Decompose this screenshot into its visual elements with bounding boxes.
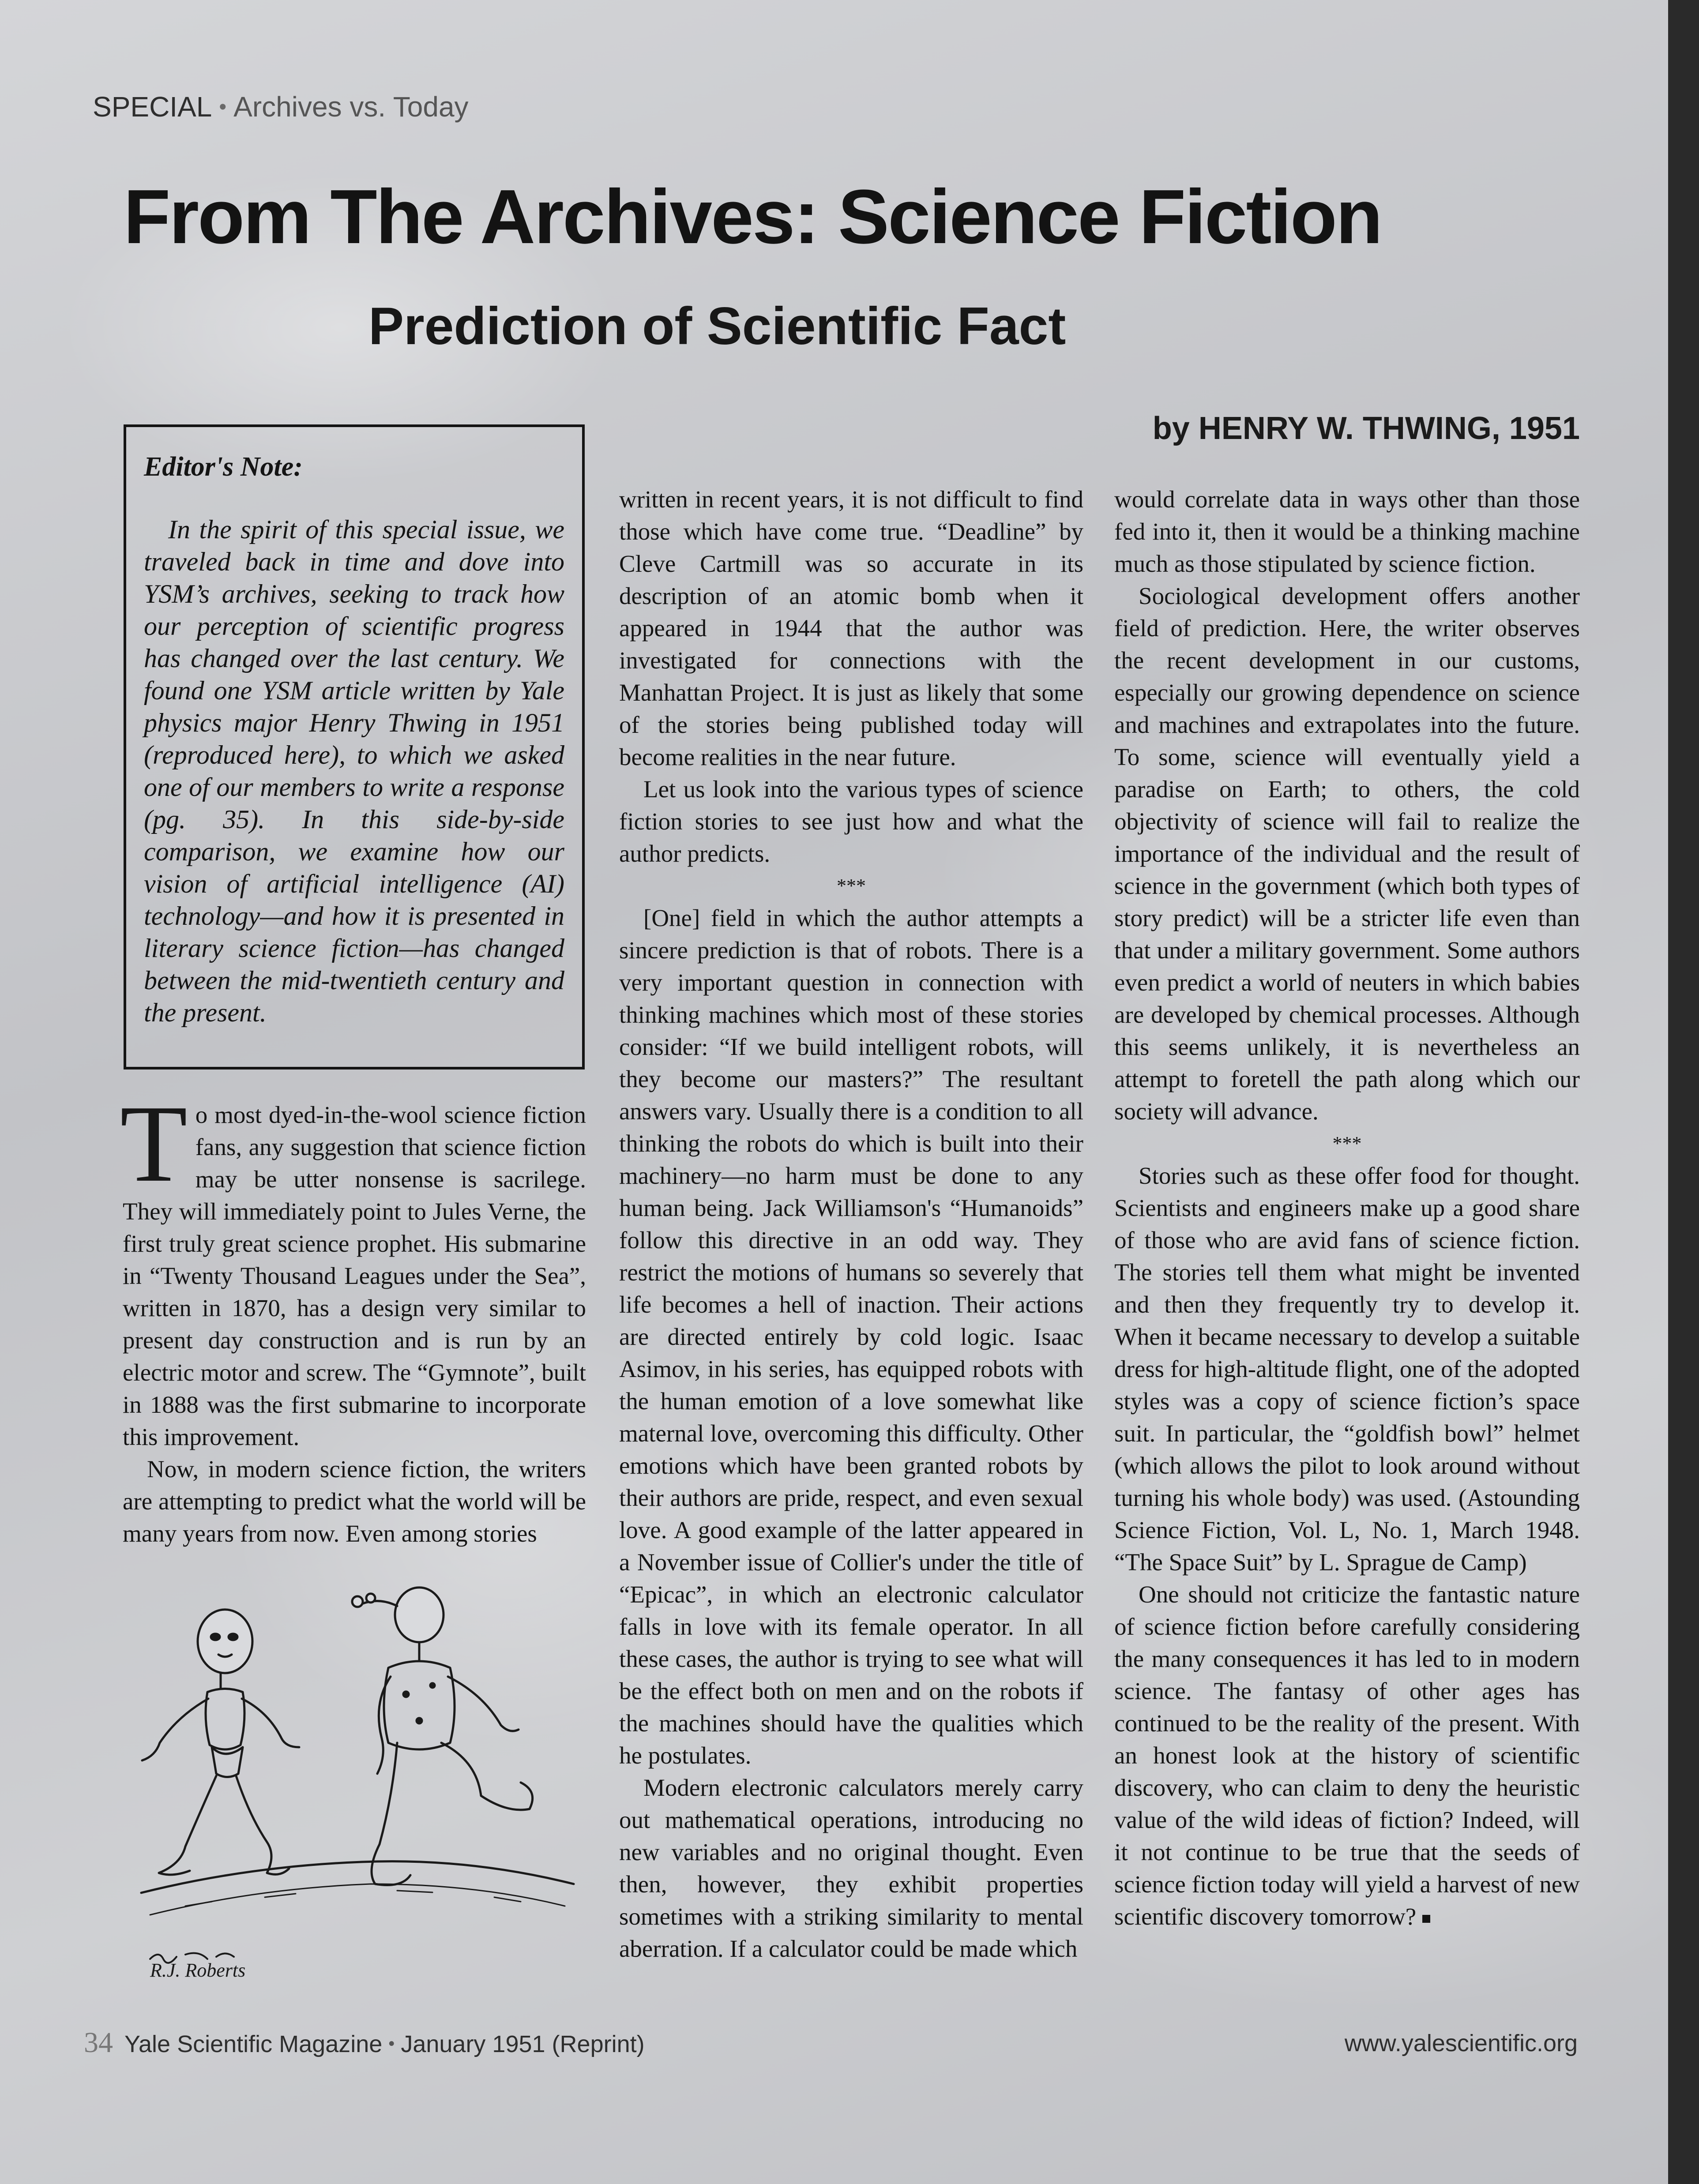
subsection-label: Archives vs. Today (233, 91, 469, 123)
footer (84, 2026, 645, 2060)
byline: by HENRY W. THWING, 1951 (1152, 411, 1580, 446)
column-2 (619, 483, 1083, 1965)
paragraph (1114, 1578, 1580, 1933)
column-3 (1114, 483, 1580, 1933)
paragraph: Stories such as these offer food for thought. Scientists and engineers make up a good share of those who are avid fans of science fiction. The stories tell them what might be invented and then they frequently try to develop it. When it became necessary to develop a suitable dress for high-altitude flight, one of the adopted styles was a copy of science fiction’s space suit. In particular, the “goldfish bowl” helmet (which allows the pilot to look around without turning his whole body) was used. (Astounding Science Fiction, Vol. L, No. 1, March 1948. “The Space Suit” by L. Sprague de Camp) (1114, 1162, 1580, 1576)
section-label: SPECIAL (93, 91, 212, 123)
paragraph: would correlate data in ways other than those fed into it, then it would be a thinking machine much as those stipulated by science fiction. (1114, 486, 1580, 577)
section-divider: *** (1332, 1133, 1362, 1154)
paragraph: Now, in modern science fiction, the writers are attempting to predict what the world will be many years from now. Even among stories (123, 1456, 586, 1547)
robots-illustration (132, 1580, 583, 1999)
paragraph: Modern electronic calculators merely carry out mathematical operations, introducing no new variables and no original thought. Even then, however, they exhibit properties sometimes with a striking similarity to mental aberration. If a calculator could be made which (619, 1774, 1083, 1962)
footer-separator: • (388, 2034, 395, 2053)
paragraph (120, 1083, 586, 1453)
website-url[interactable]: www.yalescientific.org (1344, 2030, 1578, 2056)
page-number: 34 (84, 2026, 113, 2059)
paragraph: written in recent years, it is not difficult to find those which have come true. “Deadline” by Cleve Cartmill was so accurate in its description of an atomic bomb when it appeared in 1944 that the author was investigated for connections with the Manhattan Project. It is just as likely that some of the stories being published today will become realities in the near future. (619, 486, 1083, 770)
editors-note-text: In the spirit of this special issue, we traveled back in time and dove into YSM’s archives, seeking to track how our perception of scientific progress has changed over the last century. We found one YSM article written by Yale physics major Henry Thwing in 1951 (reproduced here), to which we asked one of our members to write a response (pg. 35). In this side-by-side comparison, we examine how our vision of artificial intelligence (AI) technology—and how it is presented in literary science fiction—has changed between the mid-twentieth century and the present. (144, 515, 564, 1027)
editors-note-box (124, 424, 585, 1069)
paragraph-text: One should not criticize the fantastic nature of science fiction before carefully considering the many consequences it has led to in modern science. The fantasy of other ages has continued to be the reality of the present. With an honest look at the history of scientific discovery, who can claim to deny the heuristic value of the wild ideas of fiction? Indeed, will it not continue to be true that the seeds of science fiction today will yield a harvest of new scientific discovery tomorrow? (1114, 1581, 1580, 1930)
drop-cap: T (120, 1083, 188, 1205)
illustrator-signature: R.J. Roberts (150, 1959, 246, 1981)
end-mark-icon (1422, 1915, 1430, 1923)
column-1 (120, 1083, 586, 1550)
section-divider: *** (837, 875, 866, 897)
article-title: From The Archives: Science Fiction (124, 173, 1382, 259)
section-header (93, 90, 469, 123)
paragraph: [One] field in which the author attempts a sincere prediction is that of robots. There is a very important question in connection with thinking machines which most of these stories consider: “If we build intelligent robots, will they become our masters?” The resultant answers vary. Usually there is a condition to all thinking the robots do which is built into their machinery—no harm must be done to any human being. Jack Williamson's “Humanoids” follow this directive in an odd way. They restrict the motions of humans so severely that life becomes a hell of inaction. Their actions are directed entirely by cold logic. Isaac Asimov, in his series, has equipped robots with the human emotion of a love somewhat like maternal love, overcoming this difficulty. Other emotions which have been granted robots by their authors are pride, respect, and even sexual love. A good example of the latter appeared in a November issue of Collier's under the title of “Epicac”, in which an electronic calculator falls in love with its female operator. In all these cases, the author is trying to see what will be the effect both on men and on the robots if the machines should have the qualities which he postulates. (619, 904, 1083, 1769)
issue-label: January 1951 (Reprint) (401, 2031, 645, 2057)
magazine-name: Yale Scientific Magazine (124, 2031, 383, 2057)
paragraph-text: o most dyed-in-the-wool science fiction fans, any suggestion that science fiction may be utter nonsense is sacrilege. They will immediately point to Jules Verne, the first truly great science prophet. His submarine in “Twenty Thousand Leagues under the Sea”, written in 1870, has a design very similar to present day construction and is run by an electric motor and screw. The “Gymnote”, built in 1888 was the first submarine to incorporate this improvement. (123, 1101, 586, 1450)
header-separator: • (219, 95, 227, 119)
editors-note-title: Editor's Note: (144, 452, 303, 482)
page-edge (1668, 0, 1699, 2184)
paragraph: Sociological development offers another field of prediction. Here, the writer observes the recent development in our customs, especially our growing dependence on science and machines and extrapolates into the future. To some, science will eventually yield a paradise on Earth; to others, the cold objectivity of science will fail to realize the importance of the individual and the result of science in the government (which both types of story predict) will be a stricter life even than that under a military government. Some authors even predict a world of neuters in which babies are developed by chemical processes. Although this seems unlikely, it is nevertheless an attempt to foretell the path along which our society will advance. (1114, 582, 1580, 1125)
paragraph: Let us look into the various types of science fiction stories to see just how and what the author predicts. (619, 776, 1083, 867)
article-subtitle: Prediction of Scientific Fact (368, 296, 1066, 356)
